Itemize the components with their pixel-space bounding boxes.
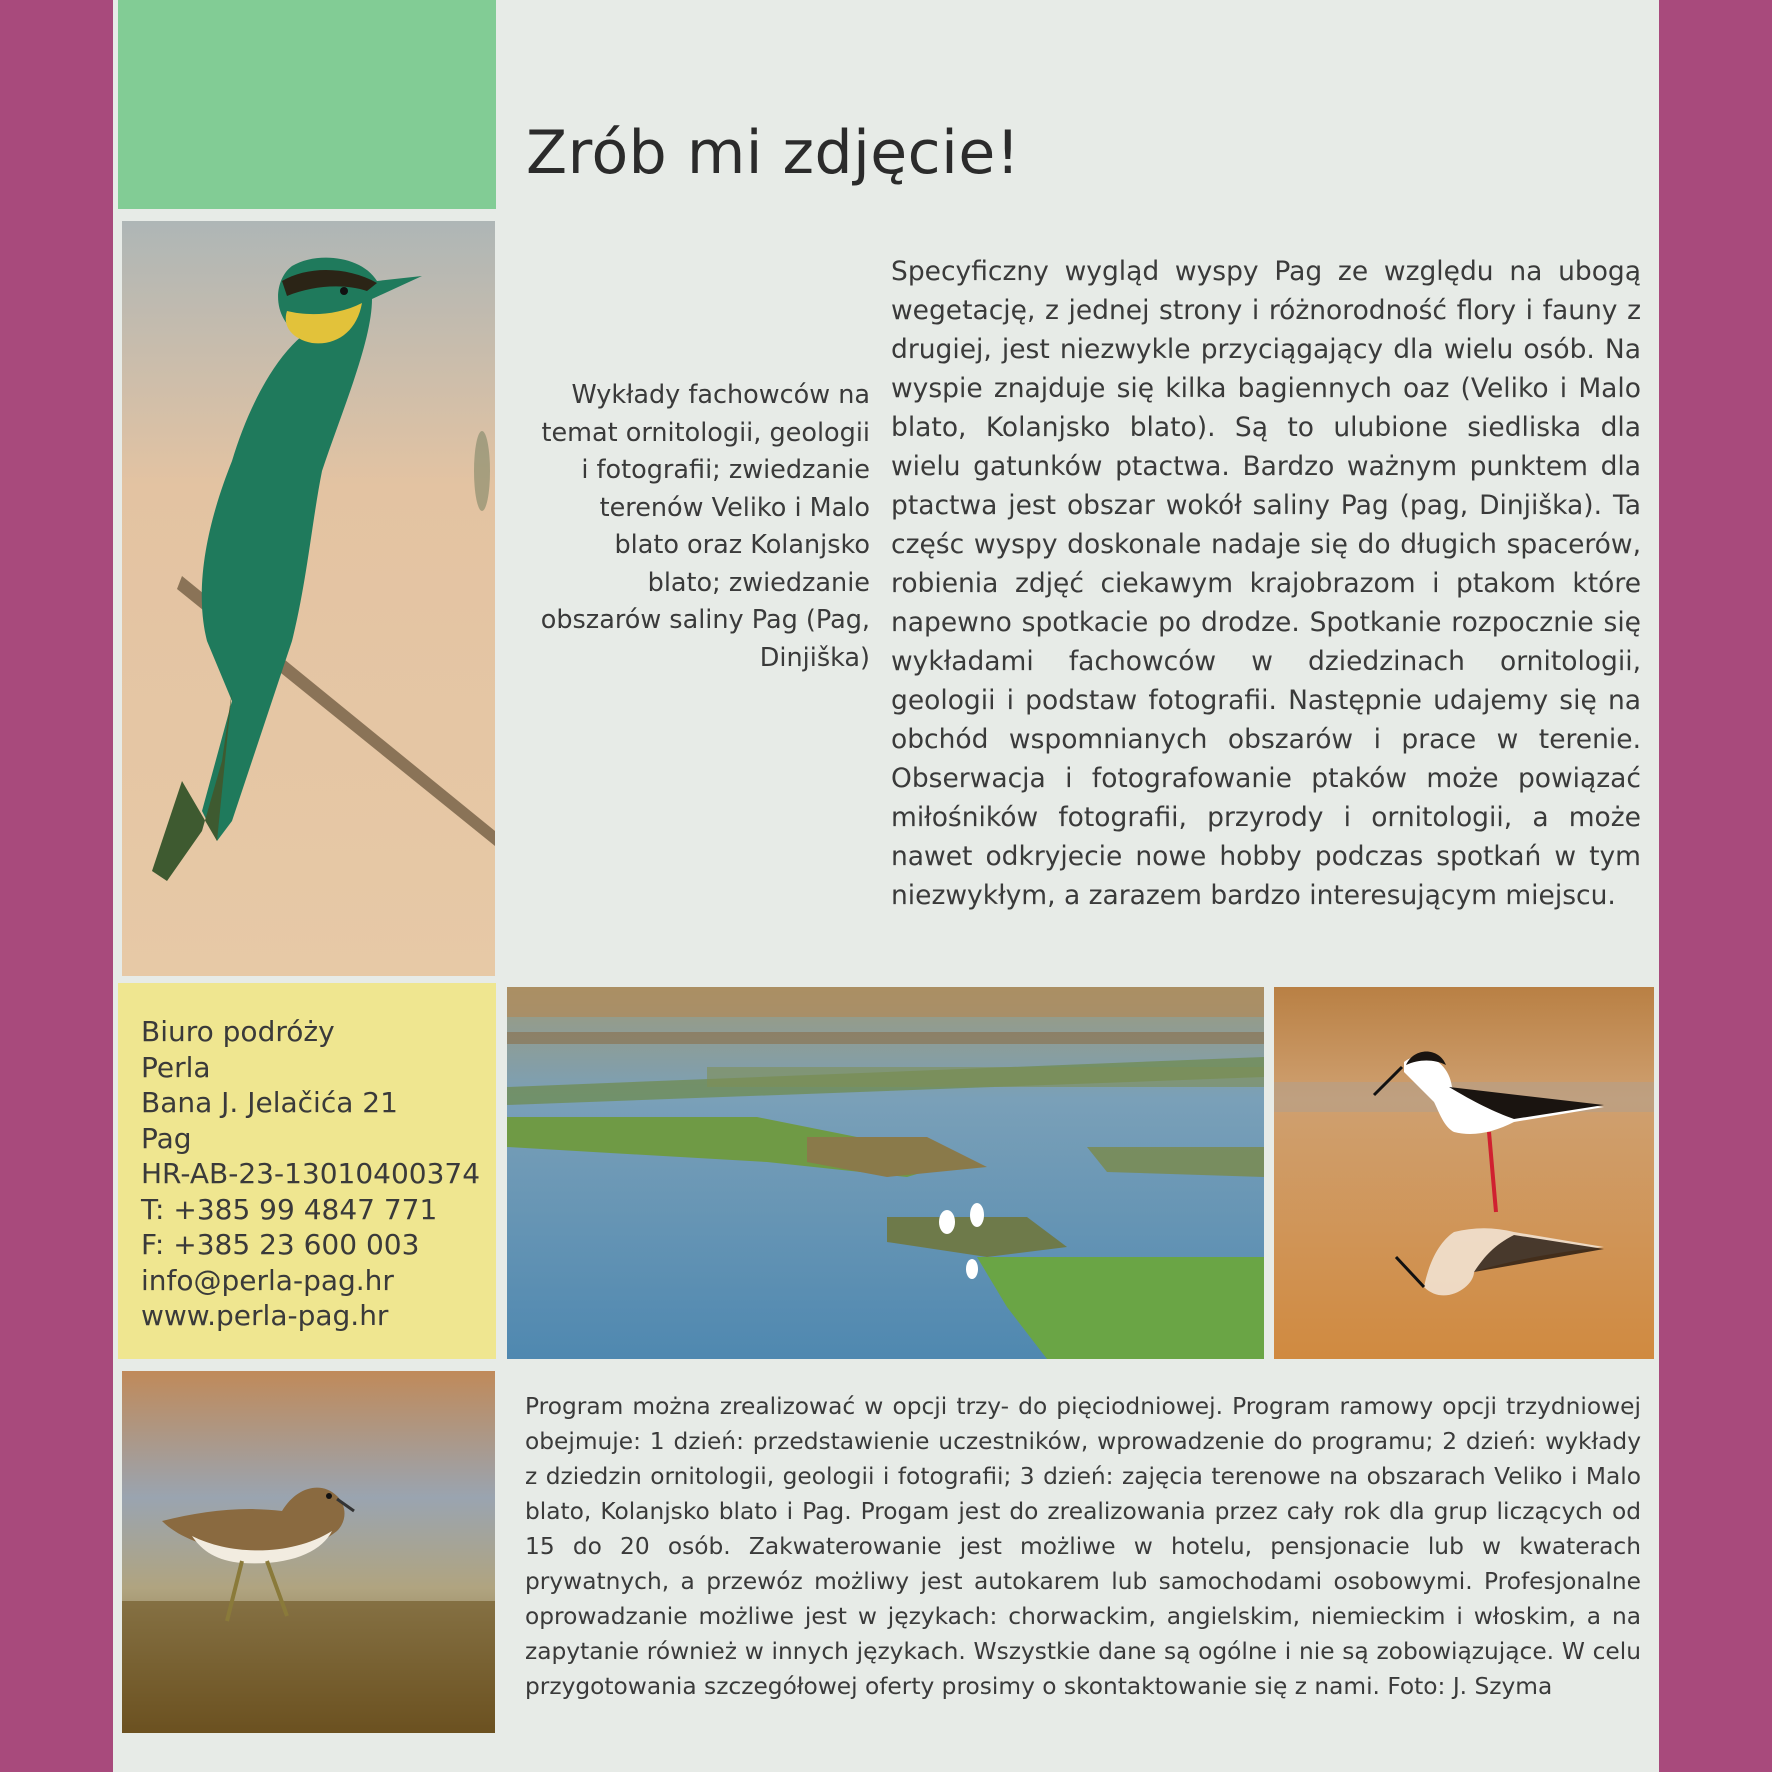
contact-fax: F: +385 23 600 003 [141, 1228, 420, 1261]
contact-street: Bana J. Jelačića 21 [141, 1086, 398, 1119]
contact-email[interactable]: info@perla-pag.hr [141, 1263, 394, 1297]
contact-info [141, 1014, 480, 1334]
page-title: Zrób mi zdjęcie! [526, 118, 1021, 188]
green-block [118, 0, 496, 209]
bottom-text: Program można zrealizować w opcji trzy- do pięciodniowej. Program ramowy opcji trzydniowej obejmuje: 1 dzień: przedstawienie uczestników, wprowadzenie do programu; 2 dzień: wykłady z dziedzin ornitologii, geologii i fotografii; 3 dzień: zajęcia terenowe na obszarach Veliko i Malo blato, Kolanjsko blato i Pag. Progam jest do zrealizowania przez cały rok dla grup liczących od 15 do 20 osób. Zakwaterowanie jest możliwe w hotelu, pensjonacie lub w kwaterach prywatnych, a przewóz możliwy jest autokarem lub samochodami osobowymi. Profesjonalne oprowadzanie możliwe jest w językach: chorwackim, angielskim, niemieckim i włoskim, a na zapytanie również w innych językach. Wszystkie dane są ogólne i nie są zobowiązujące. W celu przygotowania szczegółowej oferty prosimy o skontaktowanie się z nami. Foto: J. Szyma [525, 1393, 1641, 1700]
sandpiper-photo [122, 1371, 495, 1733]
main-text: Specyficzny wygląd wyspy Pag ze względu na ubogą wegetację, z jednej strony i różnorodność flory i fauny z drugiej, jest niezwykle przyciągający dla wielu osób. Na wyspie znajduje się kilka bagiennych oaz (Veliko i Malo blato, Kolanjsko blato). Są to ulubione siedliska dla wielu gatunków ptactwa. Bardzo ważnym punktem dla ptactwa jest obszar wokół saliny Pag (pag, Dinjiška). Ta częśc wyspy doskonale nadaje się do długich spacerów, robienia zdjęć ciekawym krajobrazom i ptakom które napewno spotkacie po drodze. Spotkanie rozpocznie się wykładami fachowców w dziedzinach ornitologii, geologii i podstaw fotografii. Następnie udajemy się na obchód wspomnianych obszarów i prace w terenie. Obserwacja i fotografowanie ptaków może powiązać miłośników fotografii, przyrody i ornitologii, a może nawet odkryjecie nowe hobby podczas spotkań w tym niezwykłym, a zarazem bardzo interesującym miejscu. [891, 256, 1641, 911]
contact-agency: Biuro podróży [141, 1015, 335, 1048]
contact-phone: T: +385 99 4847 771 [141, 1192, 438, 1226]
contact-name: Perla [141, 1050, 211, 1084]
contact-registration: HR-AB-23-13010400374 [141, 1157, 481, 1190]
side-note: Wykłady fachowców na temat ornitologii, geologii i fotografii; zwiedzanie terenów Veliko i Malo blato oraz Kolanjsko blato; zwiedzanie obszarów saliny Pag (Pag, Dinjiška) [540, 380, 870, 673]
contact-website[interactable]: www.perla-pag.hr [141, 1299, 389, 1332]
bee-eater-photo [122, 221, 495, 976]
contact-city: Pag [141, 1121, 192, 1155]
wetland-photo [507, 987, 1264, 1359]
stilt-photo [1274, 987, 1654, 1359]
